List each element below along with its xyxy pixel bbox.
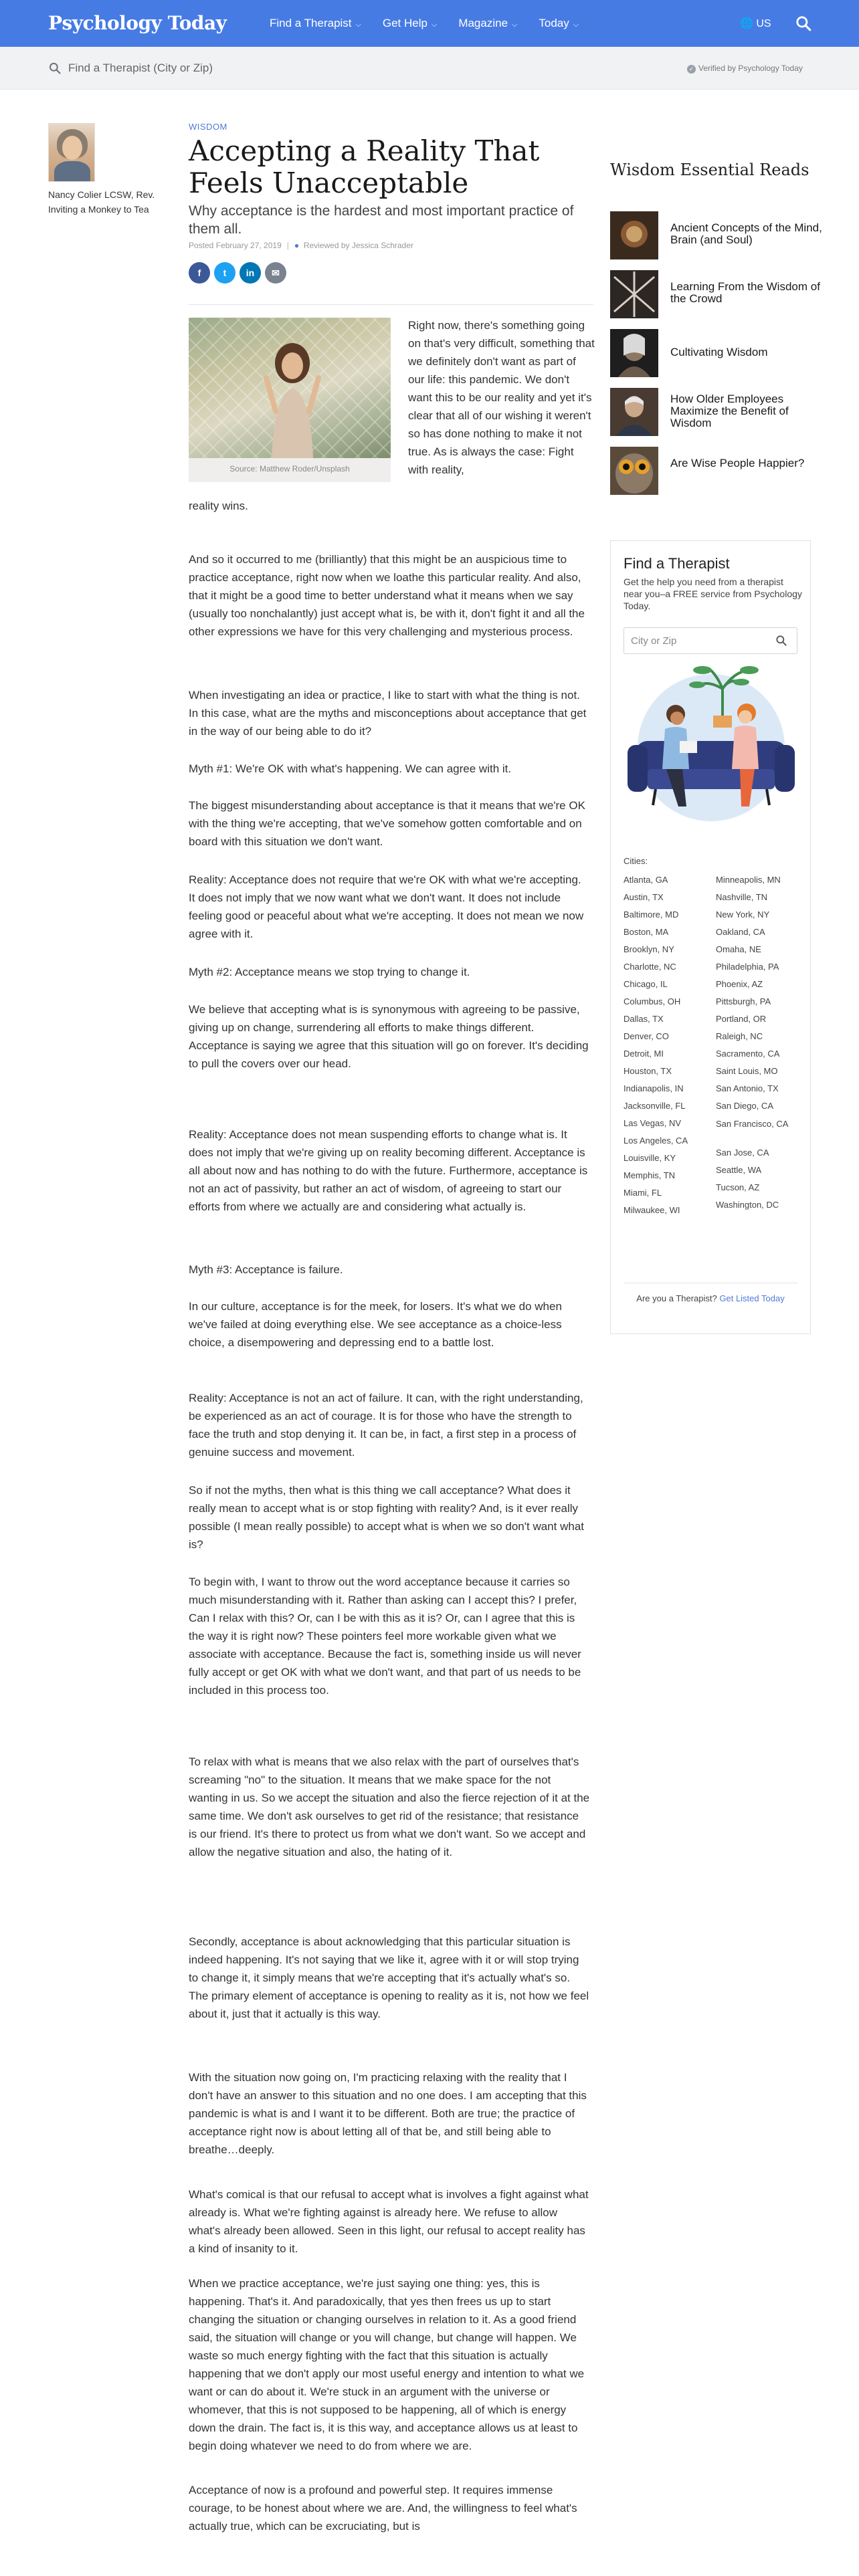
paragraph: And so it occurred to me (brilliantly) that this might be an auspicious time to practice acceptance, right now when we loathe this particular reality. And also, that it might be a good time to better understand what it means when we say (usually too nonchalantly) just accept what is, be with it, don't fight it and all the other expressions we have for this very challenging and mysterious process. [189,553,585,638]
paragraph: Myth #2: Acceptance means we stop trying to change it. [189,966,470,978]
reviewed-by[interactable]: Reviewed by Jessica Schrader [303,241,413,250]
city-link[interactable]: Memphis, TN [624,1170,676,1180]
chevron-down-icon: ⌵ [573,21,579,29]
cities-label: Cities: [624,856,648,866]
city-link[interactable]: Denver, CO [624,1031,669,1041]
city-link[interactable]: Brooklyn, NY [624,944,674,954]
article-figure [189,318,391,482]
essential-read-item[interactable]: How Older Employees Maximize the Benefit of Wisdom [610,388,824,436]
essential-read-item[interactable]: Ancient Concepts of the Mind, Brain (and Soul) [610,211,824,259]
article-image [189,318,391,458]
city-link[interactable]: Charlotte, NC [624,962,676,972]
city-link[interactable]: Omaha, NE [716,944,761,954]
city-link[interactable]: Miami, FL [624,1188,662,1198]
city-link[interactable]: Jacksonville, FL [624,1101,686,1111]
city-link[interactable]: Detroit, MI [624,1049,664,1059]
therapy-illustration [622,662,800,825]
city-link[interactable]: Portland, OR [716,1014,767,1024]
city-link[interactable]: Oakland, CA [716,927,765,937]
author-name[interactable]: Nancy Colier LCSW, Rev. [48,189,155,200]
read-thumbnail [610,211,658,259]
city-link[interactable]: Phoenix, AZ [716,979,763,989]
essential-read-item[interactable]: Are Wise People Happier? [610,447,824,495]
city-link[interactable]: Baltimore, MD [624,909,679,920]
city-link[interactable]: Philadelphia, PA [716,962,779,972]
city-link[interactable]: Minneapolis, MN [716,875,781,885]
paragraph: Myth #1: We're OK with what's happening. We can agree with it. [189,762,512,775]
article-subtitle: Why acceptance is the hardest and most important practice of them all. [189,203,574,237]
chevron-down-icon: ⌵ [431,21,438,29]
therapist-search-bar [0,47,859,90]
paragraph: When investigating an idea or practice, I like to start with what the thing is not. In this case, what are the myths and misconceptions about acceptance that get in the way of our being able to do it? [189,689,587,738]
find-therapist-title: Find a Therapist [624,555,730,572]
city-link[interactable]: Austin, TX [624,892,664,902]
city-zip-input[interactable] [624,627,797,654]
paragraph: When we practice acceptance, we're just saying one thing: yes, this is happening. That's it. And paradoxically, that yes then frees us up to start changing the situation or changing ourselves in relation to it. As a good friend said, the situation will change or you will change, but change will happen. We waste so much energy fighting with the fact that this situation is actually happening that we don't apply our most useful energy and intention to what we want or can do about it. We're stuck in an argument with the universe or whomever, that this is not supposed to be happening, all of which is energy down the drain. The fact is, it is this way, and acceptance allows us at least to begin doing whatever we need to do from where we are. [189,2277,585,2452]
essential-read-item[interactable]: Learning From the Wisdom of the Crowd [610,270,824,318]
locale-selector[interactable]: 🌐 US [740,18,771,29]
search-icon[interactable] [795,15,812,32]
email-share-button[interactable]: ✉ [265,262,286,284]
share-buttons [189,262,290,284]
globe-icon: 🌐 [740,18,753,29]
paragraph: Reality: Acceptance does not require that we're OK with what we're accepting. It does not imply that we now want what we don't want. It does not include feeling good or peaceful about what we're accepting. It does not mean we now agree with it. [189,873,584,940]
city-link[interactable]: Chicago, IL [624,979,668,989]
paragraph: Acceptance of now is a profound and powerful step. It requires immense courage, to be honest about where we are. And, the willingness to feel what's actually true, which can be excruciating, but is [189,2484,577,2533]
city-link[interactable]: Las Vegas, NV [624,1118,681,1128]
chevron-down-icon: ⌵ [355,21,361,29]
top-nav [0,0,859,47]
read-thumbnail [610,270,658,318]
city-link[interactable]: Boston, MA [624,927,669,937]
paragraph: Reality: Acceptance does not mean suspending efforts to change what is. It does not imply that we're giving up on reality becoming different. Acceptance is all about now and has nothing to do with the future. Furthermore, acceptance is not an act of passivity, but rather an act of wisdom, of agreeing to start our efforts from where we actually are and considering what actually is. [189,1128,588,1213]
city-link[interactable]: Washington, DC [716,1200,779,1210]
main-nav [270,17,600,30]
paragraph: With the situation now going on, I'm practicing relaxing with the reality that I don't have an answer to this situation and no one does. I am accepting that this pandemic is what is and I want it to be different. Both are true; the practice of acceptance right now is about letting all of that be, and still being able to breathe…deeply. [189,2071,587,2156]
city-link[interactable]: Raleigh, NC [716,1031,763,1041]
city-link[interactable]: Saint Louis, MO [716,1066,778,1076]
facebook-share-button[interactable]: f [189,262,210,284]
find-therapist-description: Get the help you need from a therapist near you–a FREE service from Psychology Today. [624,576,802,611]
city-link[interactable]: Nashville, TN [716,892,768,902]
city-link[interactable]: Columbus, OH [624,996,681,1006]
city-link[interactable]: Tucson, AZ [716,1182,760,1192]
author-blog[interactable]: Inviting a Monkey to Tea [48,204,149,215]
city-link[interactable]: San Antonio, TX [716,1083,779,1093]
posted-date: Posted February 27, 2019 [189,241,282,250]
paragraph-intro: Right now, there's something going on that's very difficult, something that we definitely don't want as part of our life: this pandemic. We don't want this to be our reality and yet it's clear that all of our wishing it weren't so has done nothing to make it not true. As is always the case: Fight with reality, [408,319,595,476]
read-thumbnail [610,447,658,495]
therapist-search-input[interactable] [68,59,403,78]
site-logo[interactable]: Psychology Today [48,12,227,34]
shield-icon: ● [294,241,300,250]
essential-reads-title: Wisdom Essential Reads [610,160,809,179]
author-photo[interactable] [48,123,95,182]
city-link[interactable]: San Francisco, CA [716,1119,789,1129]
nav-get-help[interactable]: Get Help ⌵ [382,17,438,29]
paragraph: To relax with what is means that we also relax with the part of ourselves that's screaming "no" to the situation. It means that we make space for the not wanting in us. So we accept the situation and also the fierce rejection of it at the same time. We don't ask ourselves to get rid of the resistance; that resistance is our friend. It's there to protect us from what we don't want. So we accept and allow the negative situation and also, the hating of it. [189,1755,590,1858]
author-byline [48,187,175,217]
nav-today[interactable]: Today ⌵ [539,17,579,29]
category-kicker[interactable]: WISDOM [189,122,227,132]
article-title: Accepting a Reality That Feels Unacceptable [189,134,540,199]
city-link[interactable]: Sacramento, CA [716,1049,780,1059]
nav-magazine[interactable]: Magazine ⌵ [458,17,518,29]
city-link[interactable]: San Diego, CA [716,1101,773,1111]
nav-find-therapist[interactable]: Find a Therapist ⌵ [270,17,361,29]
city-link[interactable]: Pittsburgh, PA [716,996,771,1006]
get-listed-prompt: Are you a Therapist? Get Listed Today [636,1293,785,1303]
city-link[interactable]: New York, NY [716,909,770,920]
chevron-down-icon: ⌵ [512,21,518,29]
paragraph: The biggest misunderstanding about acceptance is that it means that we're OK with the thing we're accepting, that we've somehow gotten comfortable and on board with this situation we don't want. [189,799,585,848]
city-link[interactable]: Louisville, KY [624,1153,676,1163]
city-link[interactable]: Los Angeles, CA [624,1136,688,1146]
city-link[interactable]: Milwaukee, WI [624,1205,680,1215]
paragraph: Secondly, acceptance is about acknowledging that this particular situation is indeed happening. It's not saying that we like it, agree with it or will stop trying to change it, it simply means that we're accepting that it's actually what's so. The primary element of acceptance is opening to reality as it is, not how we feel about it, just that it actually is this way. [189,1935,589,2020]
linkedin-share-button[interactable]: in [240,262,261,284]
image-caption: Source: Matthew Roder/Unsplash [229,464,350,473]
divider [189,304,593,305]
get-listed-link[interactable]: Get Listed Today [719,1293,785,1303]
check-icon: ✓ [687,65,696,74]
verified-badge: ✓ Verified by Psychology Today [687,64,803,74]
paragraph: Reality: Acceptance is not an act of failure. It can, with the right understanding, be experienced as an act of courage. It is for those who have the strength to face the truth and stop denying it. It can be, in fact, a first step in a process of genuine success and movement. [189,1392,583,1459]
search-icon [48,62,62,75]
search-icon[interactable] [775,634,788,647]
article-meta: Posted February 27, 2019 | ● Reviewed by Jessica Schrader [189,241,413,250]
paragraph: We believe that accepting what is is synonymous with agreeing to be passive, giving up on change, surrendering all efforts to make things different. Acceptance is saying we agree that this situation will go on forever. It's deciding to pull the covers over our head. [189,1003,589,1070]
paragraph: Myth #3: Acceptance is failure. [189,1263,343,1276]
essential-read-item[interactable]: Cultivating Wisdom [610,329,824,377]
paragraph: To begin with, I want to throw out the word acceptance because it carries so much misunderstanding with it. Rather than asking can I accept this? I prefer, Can I relax with this? Or, can I be with this as it is? Or, can I agree that this is the way it is right now? These pointers feel more workable given what we associate with acceptance. Because the fact is, something inside us will never fully accept or get OK with what we don't want, and that part of us needs to be included in this process too. [189,1576,581,1697]
paragraph: What's comical is that our refusal to accept what is involves a fight against what already is. What we're fighting against is already here. We refuse to allow what's already been allowed. Seen in this light, our refusal to accept reality has a kind of insanity to it. [189,2188,589,2255]
city-link[interactable]: San Jose, CA [716,1148,769,1158]
city-link[interactable]: Houston, TX [624,1066,672,1076]
city-link[interactable]: Indianapolis, IN [624,1083,684,1093]
twitter-share-button[interactable]: t [214,262,235,284]
read-thumbnail [610,388,658,436]
paragraph: In our culture, acceptance is for the meek, for losers. It's what we do when we've failed at doing everything else. We see acceptance as a choice-less choice, a disempowering and depressing end to a battle lost. [189,1300,562,1349]
paragraph: So if not the myths, then what is this thing we call acceptance? What does it really mean to accept what is or stop fighting with reality? And, is it ever really possible (I mean really possible) to accept what is when we so don't want what is? [189,1484,584,1551]
city-link[interactable]: Seattle, WA [716,1165,762,1175]
city-link[interactable]: Atlanta, GA [624,875,668,885]
city-link[interactable]: Dallas, TX [624,1014,664,1024]
paragraph-intro-cont: reality wins. [189,500,248,512]
read-thumbnail [610,329,658,377]
